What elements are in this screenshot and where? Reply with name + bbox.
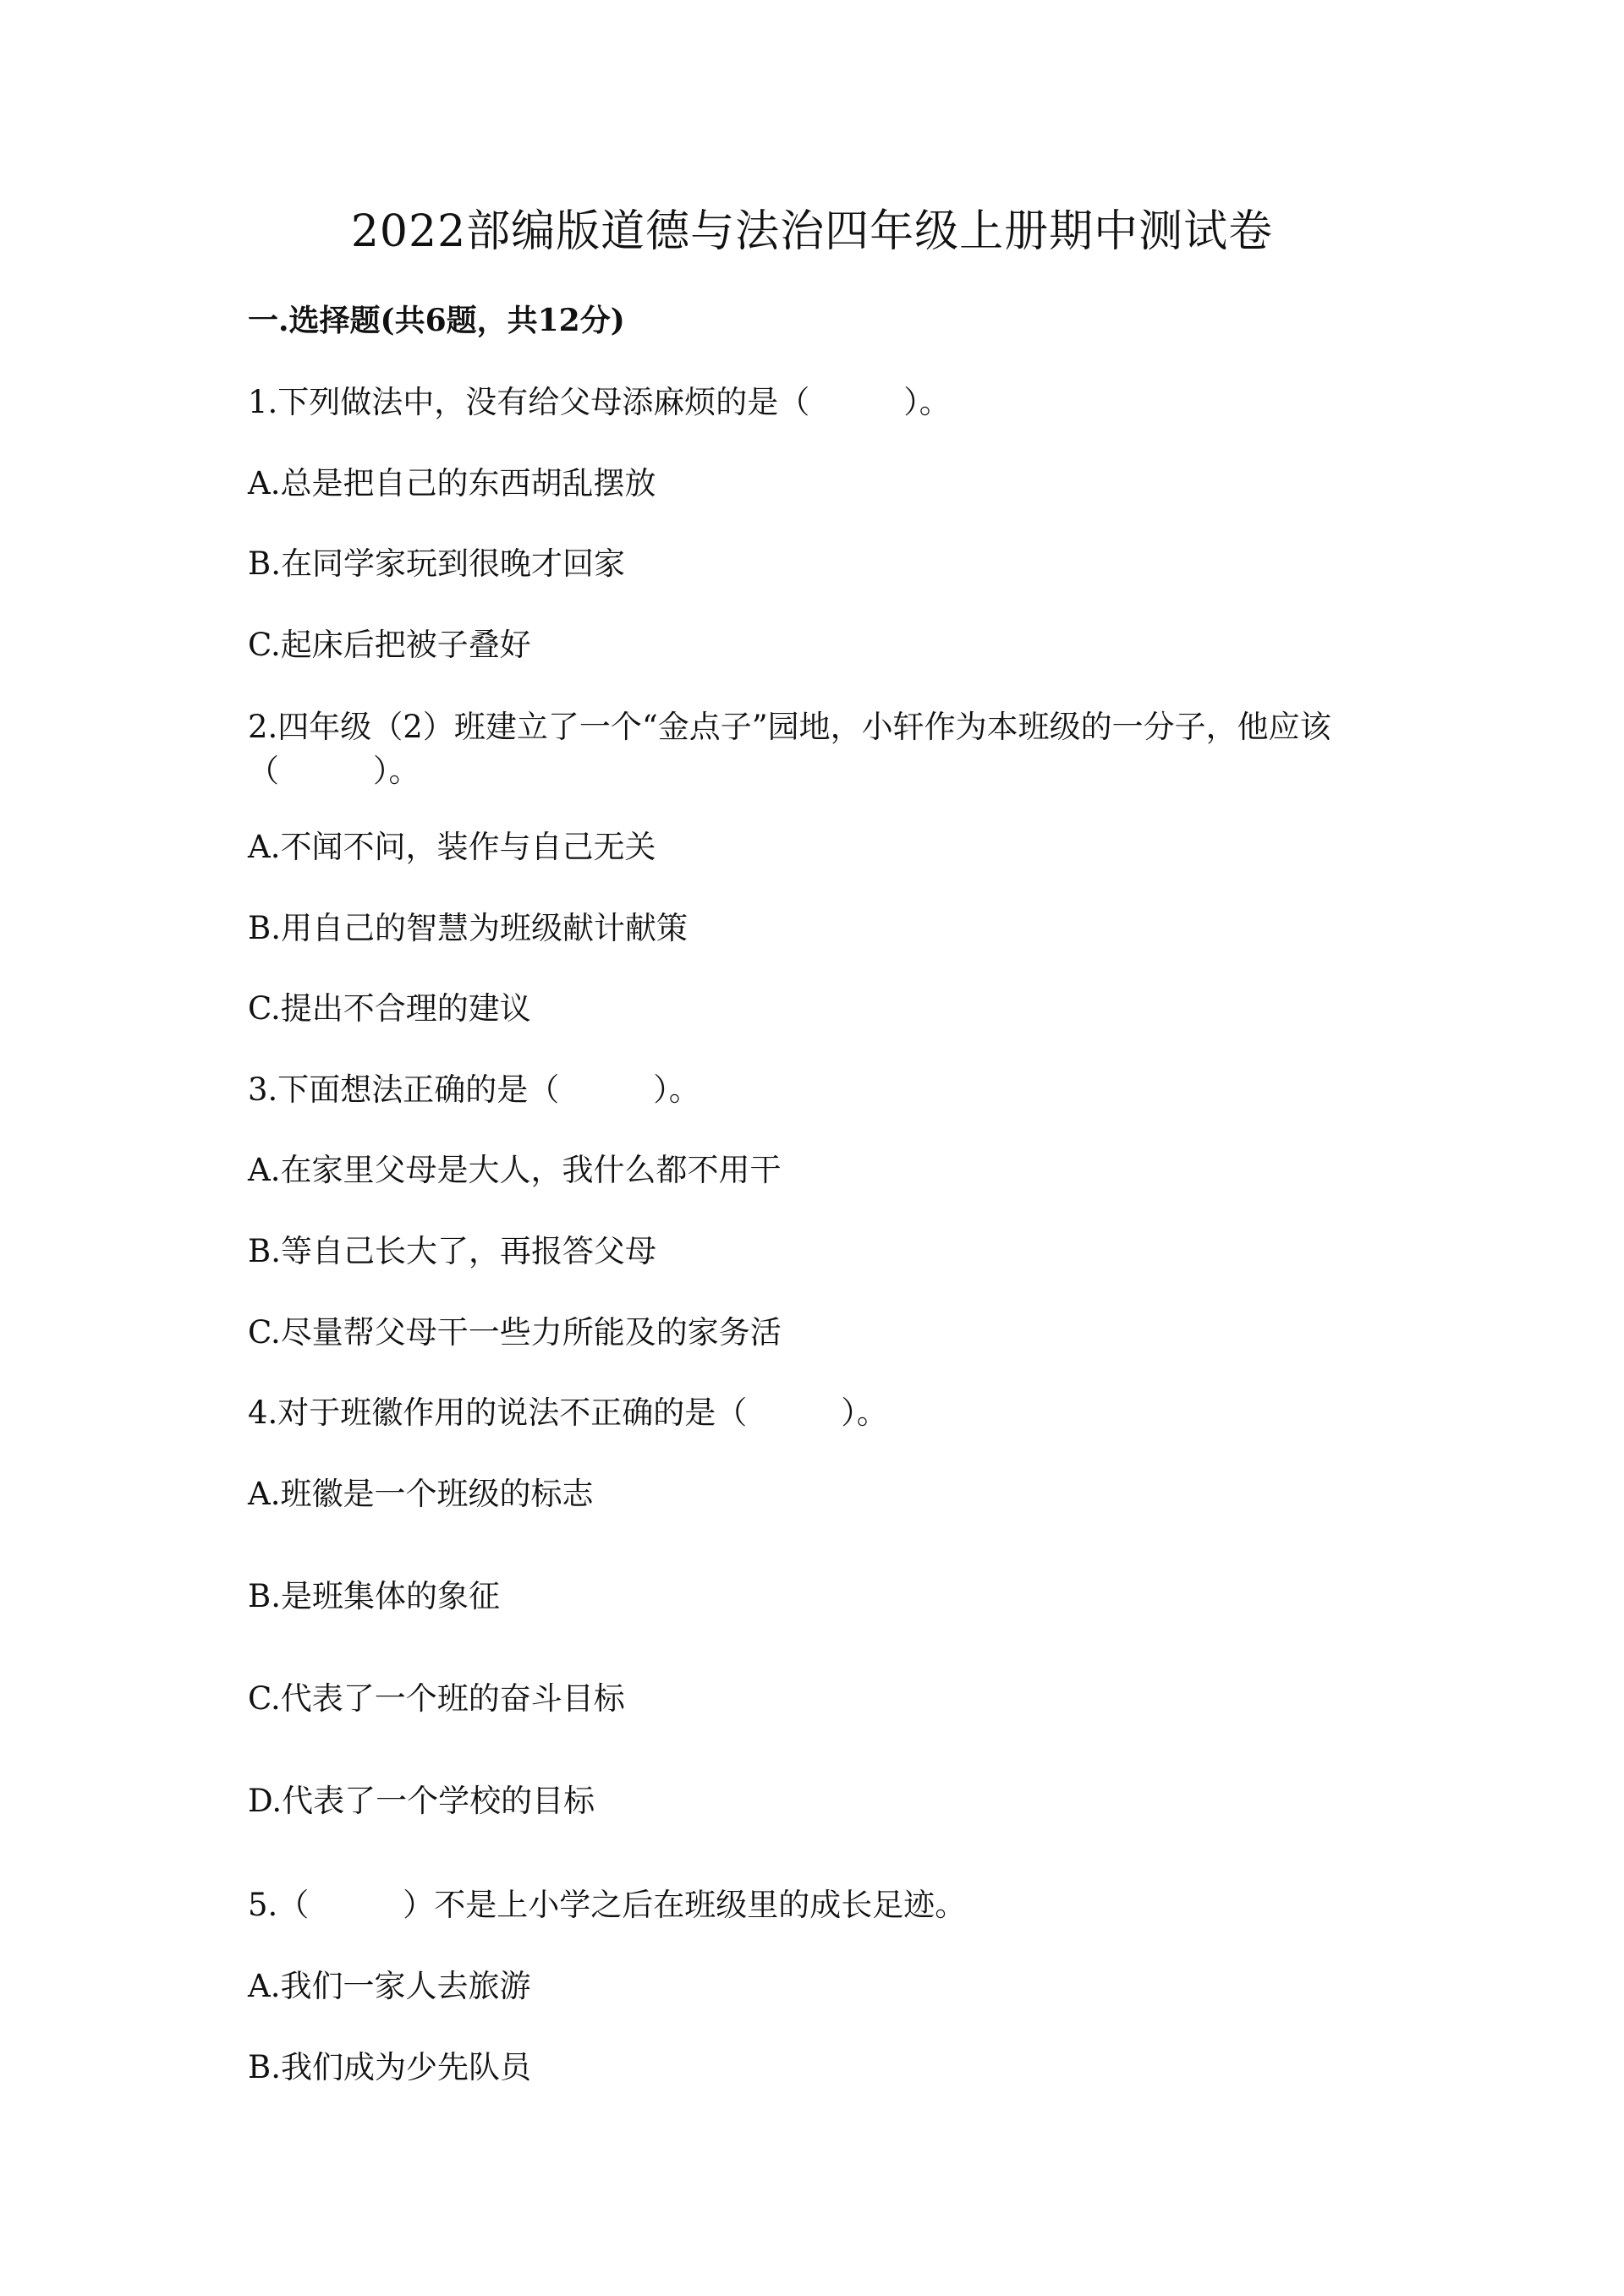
question-4-option-c: C.代表了一个班的奋斗目标 [248,1680,625,1717]
question-3-option-c: C.尽量帮父母干一些力所能及的家务活 [248,1314,782,1351]
question-2-stem: 2.四年级（2）班建立了一个“金点子”园地，小轩作为本班级的一分子，他应该（ ）。 [248,709,1331,789]
page-title: 2022部编版道德与法治四年级上册期中测试卷 [350,206,1274,257]
section-heading-choice: 一.选择题(共6题，共12分) [248,303,625,338]
question-1-option-c: C.起床后把被子叠好 [248,627,531,663]
question-4-option-b: B.是班集体的象征 [248,1578,500,1614]
question-5-stem: 5.（ ）不是上小学之后在班级里的成长足迹。 [248,1887,967,1923]
question-2-option-a: A.不闻不问，装作与自己无关 [248,829,656,865]
question-4-option-a: A.班徽是一个班级的标志 [248,1476,594,1512]
question-2-option-c: C.提出不合理的建议 [248,990,531,1027]
question-3-option-a: A.在家里父母是大人，我什么都不用干 [248,1152,782,1188]
question-3-option-b: B.等自己长大了，再报答父母 [248,1233,656,1269]
question-2-option-b: B.用自己的智慧为班级献计献策 [248,910,688,946]
question-4-stem: 4.对于班徽作用的说法不正确的是（ ）。 [248,1395,888,1431]
question-1-stem: 1.下列做法中，没有给父母添麻烦的是（ ）。 [248,384,951,420]
question-1-option-a: A.总是把自己的东西胡乱摆放 [248,465,656,501]
question-3-stem: 3.下面想法正确的是（ ）。 [248,1071,700,1108]
question-1-option-b: B.在同学家玩到很晚才回家 [248,545,625,582]
question-4-option-d: D.代表了一个学校的目标 [248,1783,595,1819]
question-5-option-b: B.我们成为少先队员 [248,2049,531,2085]
question-5-option-a: A.我们一家人去旅游 [248,1968,531,2004]
